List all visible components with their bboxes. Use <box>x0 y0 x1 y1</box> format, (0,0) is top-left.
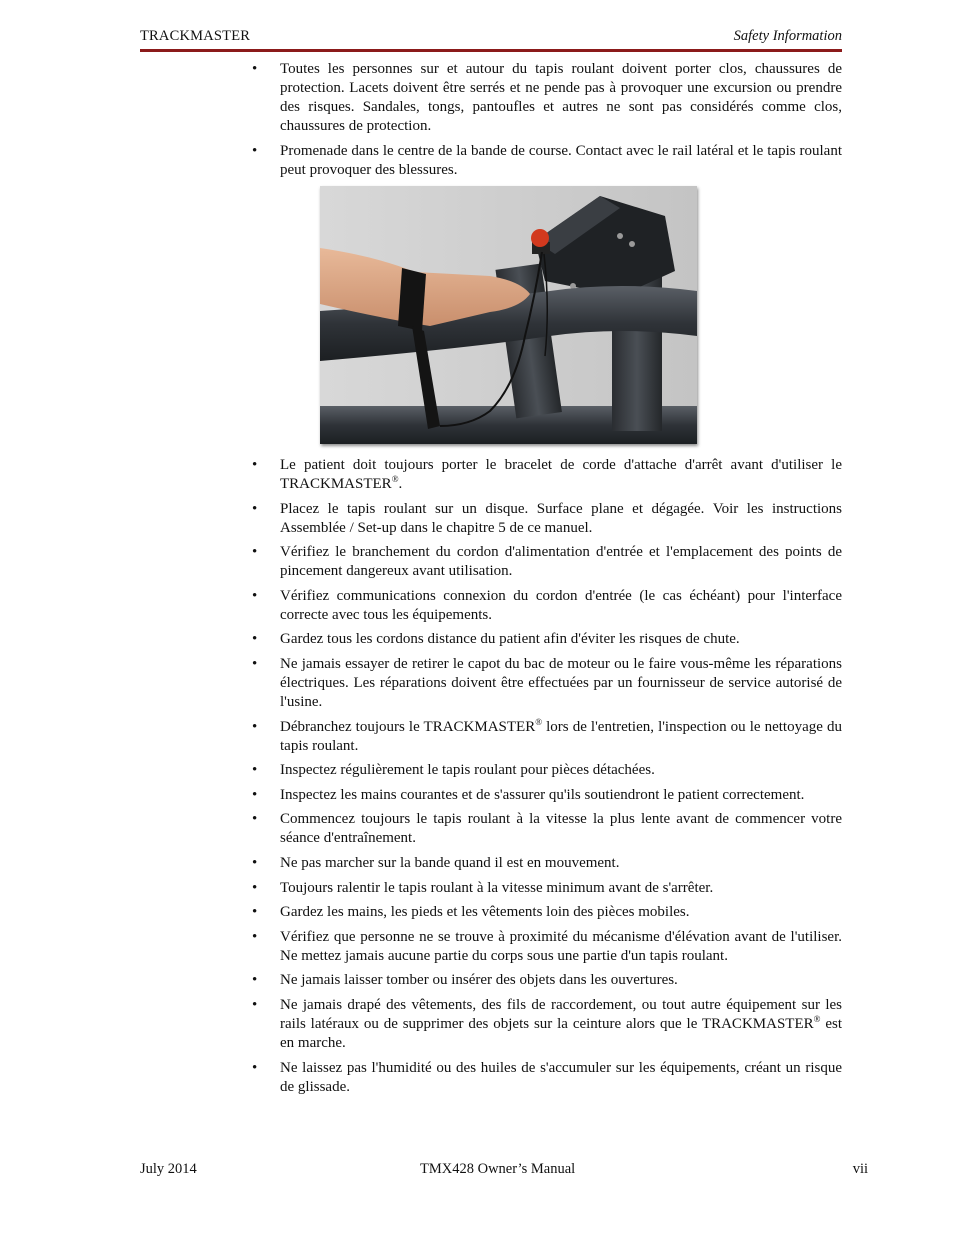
bullet-icon: • <box>252 61 258 77</box>
list-item-text-end: est en marche. <box>280 1015 842 1051</box>
list-item-text: Vérifiez le branchement du cordon d'alimentation d'entrée et l'emplacement des points de pincement dangereux avant utilisation. <box>280 544 842 580</box>
list-item-text-end: . <box>398 476 403 492</box>
header-divider <box>140 49 842 52</box>
list-item <box>252 928 842 966</box>
bullet-icon: • <box>252 631 258 648</box>
list-item-text: Ne jamais drapé des vêtements, des fils de raccordement, ou tout autre équipement sur les rails latéraux ou de supprimer des objets sur la ceinture alors que le TRACKMASTER <box>280 996 842 1032</box>
list-item <box>252 543 842 581</box>
list-item <box>252 810 842 848</box>
bullet-icon: • <box>252 996 258 1013</box>
list-item <box>252 879 842 898</box>
list-item-text: Vérifiez que personne ne se trouve à proximité du mécanisme d'élévation avant de l'utiliser. Ne mettez jamais aucune partie du corps sous une partie d'un tapis roulant. <box>280 928 842 964</box>
list-item-text: Inspectez les mains courantes et de s'assurer qu'ils soutiendront le patient correctement. <box>280 786 805 803</box>
bullet-icon: • <box>252 544 258 561</box>
list-item-text: Ne laissez pas l'humidité ou des huiles de s'accumuler sur les équipements, créant un risque de glissade. <box>280 1059 842 1095</box>
bullet-icon: • <box>252 786 258 803</box>
footer-page-number: vii <box>852 1161 868 1177</box>
list-item-text: Vérifiez communications connexion du cordon d'entrée (le cas échéant) pour l'interface correcte avec tous les équipements. <box>280 587 842 623</box>
registered-mark: ® <box>391 474 399 484</box>
list-item <box>252 761 842 780</box>
header-title: TRACKMASTER <box>140 28 251 44</box>
list-item <box>252 971 842 990</box>
bullet-icon: • <box>252 500 258 517</box>
list-item-text: Placez le tapis roulant sur un disque. Surface plane et dégagée. Voir les instructions Assemblée / Set-up dans le chapitre 5 de ce manuel. <box>280 500 842 536</box>
bullet-icon: • <box>252 928 258 945</box>
list-item-text: Gardez les mains, les pieds et les vêtements loin des pièces mobiles. <box>280 904 690 921</box>
bullet-icon: • <box>252 879 258 896</box>
registered-mark: ® <box>813 1013 821 1024</box>
footer-date: July 2014 <box>140 1161 197 1177</box>
list-item <box>252 60 842 136</box>
bullet-icon: • <box>252 972 258 989</box>
list-item-text-end: lors de l'entretien, l'inspection ou le nettoyage du tapis roulant. <box>280 718 842 754</box>
bullet-icon: • <box>252 457 258 473</box>
photo-illustration <box>320 186 697 444</box>
list-item <box>252 630 842 649</box>
bullet-icon: • <box>252 904 258 921</box>
list-item-text: Le patient doit toujours porter le bracelet de corde d'attache d'arrêt avant d'utiliser le TRACKMASTER <box>280 457 842 492</box>
list-item <box>252 718 842 756</box>
bullet-icon: • <box>252 762 258 779</box>
safety-list-top <box>252 60 842 185</box>
list-item-text: Ne pas marcher sur la bande quand il est en mouvement. <box>280 854 620 871</box>
list-item <box>252 587 842 625</box>
list-item <box>252 854 842 873</box>
list-item-text: Toutes les personnes sur et autour du tapis roulant doivent porter clos, chaussures de protection. Lacets doivent être serrés et ne pende pas à provoquer une excursion ou prendre des risques. Sandales, tongs, pantoufles et autres ne sont pas considérés comme clos, chaussures de protection. <box>280 61 842 134</box>
registered-mark: ® <box>535 716 543 727</box>
list-item-text: Ne jamais laisser tomber ou insérer des objets dans les ouvertures. <box>280 972 678 989</box>
list-item <box>252 500 842 538</box>
list-item-text: Débranchez toujours le TRACKMASTER <box>280 718 536 735</box>
list-item <box>252 786 842 805</box>
list-item <box>252 996 842 1053</box>
list-item-text: Commencez toujours le tapis roulant à la vitesse la plus lente avant de commencer votre séance d'entraînement. <box>280 811 842 847</box>
bullet-icon: • <box>252 854 258 871</box>
header-section: Safety Information <box>733 28 842 44</box>
bullet-icon: • <box>252 718 258 735</box>
bullet-icon: • <box>252 655 258 672</box>
list-item-text: Ne jamais essayer de retirer le capot du bac de moteur ou le faire vous-même les réparations électriques. Les réparations doivent être effectuées par un fournisseur de service autorisé de l'usine. <box>280 655 842 710</box>
list-item-text: Promenade dans le centre de la bande de course. Contact avec le rail latéral et le tapis roulant peut provoquer des blessures. <box>280 142 842 178</box>
safety-list-bottom <box>252 456 842 1102</box>
bullet-icon: • <box>252 142 258 159</box>
footer-manual-title: TMX428 Owner’s Manual <box>420 1161 576 1177</box>
list-item-text: Gardez tous les cordons distance du patient afin d'éviter les risques de chute. <box>280 631 740 648</box>
bullet-icon: • <box>252 811 258 828</box>
list-item <box>252 142 842 180</box>
list-item <box>252 903 842 922</box>
list-item-text: Toujours ralentir le tapis roulant à la vitesse minimum avant de s'arrêter. <box>280 879 714 896</box>
list-item <box>252 456 842 494</box>
list-item-text: Inspectez régulièrement le tapis roulant pour pièces détachées. <box>280 762 655 779</box>
bullet-icon: • <box>252 587 258 604</box>
list-item <box>252 1059 842 1097</box>
list-item <box>252 655 842 712</box>
bullet-icon: • <box>252 1059 258 1076</box>
safety-lanyard-photo <box>320 186 697 444</box>
